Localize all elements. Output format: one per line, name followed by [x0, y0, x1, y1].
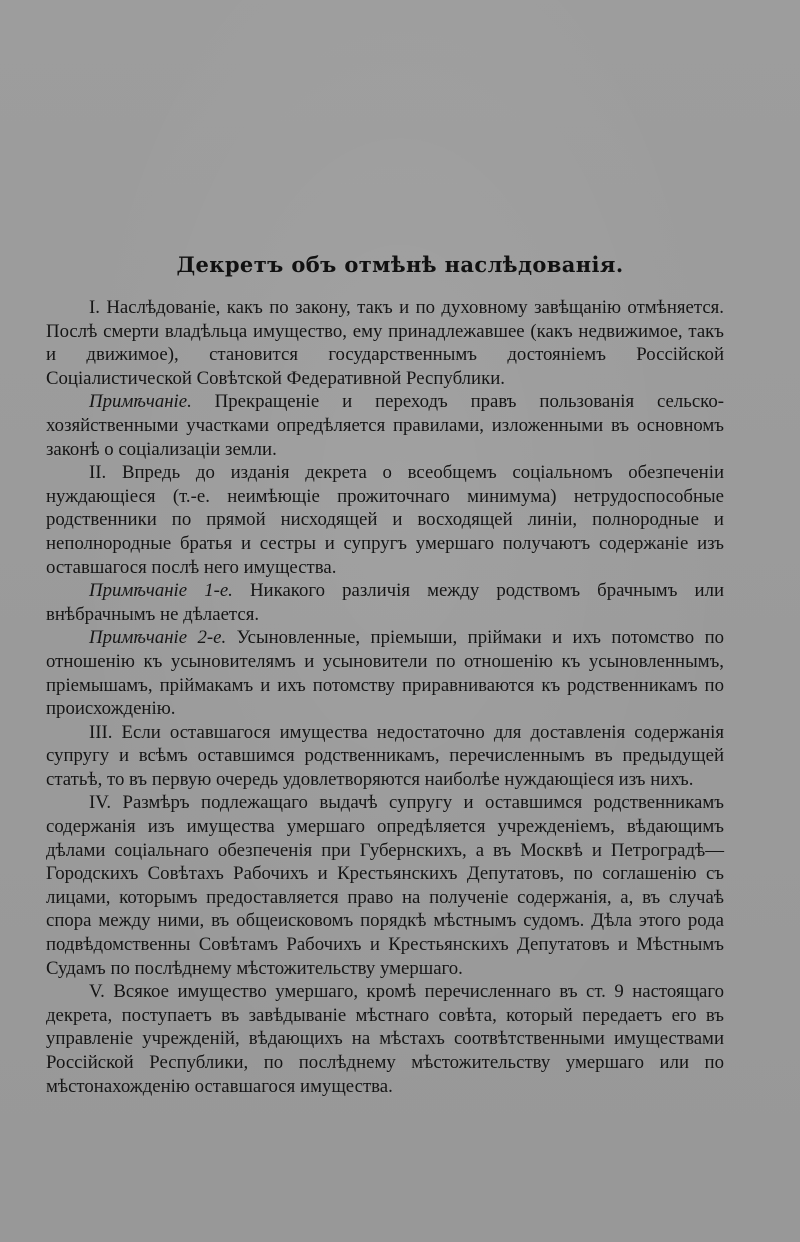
paragraph-article-4 — [46, 791, 724, 980]
paragraph-text: II. Впредь до изданія декрета о всеобщемъ соціальномъ обезпеченіи нуждающіеся (т.-е. неимѣющіе прожиточнаго минимума) нетрудоспособные родственники по прямой нисходящей и восходящей линіи, полнородные и неполнородные братья и сестры и супругъ умершаго получаютъ содержаніе изъ оставшагося послѣ него имущества. — [46, 462, 724, 578]
document-title: Декретъ объ отмѣнѣ наслѣдованія. — [176, 252, 624, 277]
paragraph-article-2 — [46, 461, 724, 579]
paragraph-text: V. Всякое имущество умершаго, кромѣ перечисленнаго въ ст. 9 настоящаго декрета, поступаетъ въ завѣдываніе мѣстнаго совѣта, который передаетъ его въ управленіе учрежденій, вѣдающихъ на мѣстахъ соотвѣтственными имуществами Россійской Республики, по послѣднему мѣстожительству умершаго или по мѣстонахожденію оставшагося имущества. — [46, 981, 724, 1097]
document-body — [46, 296, 724, 1098]
paragraph-text: I. Наслѣдованіе, какъ по закону, такъ и по духовному завѣщанію отмѣняется. Послѣ смерти владѣльца имущество, ему принадлежавшее (какъ недвижимое, такъ и движимое), становится государственнымъ достояніемъ Россійской Соціалистической Совѣтской Федеративной Республики. — [46, 297, 724, 389]
paragraph-article-1 — [46, 296, 724, 390]
paragraph-text: Никакого различія между родствомъ брачнымъ или внѣбрачнымъ не дѣлается. — [46, 580, 724, 625]
note-label: Примѣчаніе. — [89, 391, 192, 413]
paragraph-text: Усыновленные, пріемыши, пріймаки и ихъ потомство по отношенію къ усыновителямъ и усыновители по отношенію къ усыновленнымъ, пріемышамъ, пріймакамъ и ихъ потомству приравниваются къ родственникамъ по происхожденію. — [46, 627, 725, 720]
paragraph-text: IV. Размѣръ подлежащаго выдачѣ супругу и оставшимся родственникамъ содержанія изъ имущества умершаго опредѣляется учрежденіемъ, вѣдающимъ дѣлами соціальнаго обезпеченія при Губернскихъ, а въ Москвѣ и Петроградѣ—Городскихъ Совѣтахъ Рабочихъ и Крестьянскихъ Депутатовъ, по соглашенію съ лицами, которымъ предоставляется право на полученіе содержанія, а, въ случаѣ спора между ними, въ общеисковомъ порядкѣ мѣстнымъ судомъ. Дѣла этого рода подвѣдомственны Совѣтамъ Рабочихъ и Крестьянскихъ Депутатовъ и Мѣстнымъ Судамъ по послѣднему мѣстожительству умершаго. — [46, 792, 724, 979]
paragraph-text: III. Если оставшагося имущества недостаточно для доставленія содержанія супругу и всѣмъ оставшимся родственникамъ, перечисленнымъ въ предыдущей статьѣ, то въ первую очередь удовлетворяются наиболѣе нуждающіеся изъ нихъ. — [46, 721, 724, 790]
paragraph-note-1 — [46, 579, 724, 626]
paragraph-article-3 — [46, 721, 724, 792]
note-label: Примѣчаніе 1-е. — [89, 580, 233, 602]
paragraph-text: Прекращеніе и переходъ правъ пользованія сельскохозяйственными участками опредѣляется правилами, изложенными въ основномъ законѣ о соціализаціи земли. — [46, 391, 724, 460]
paragraph-note-2 — [46, 626, 724, 720]
paragraph-article-5 — [46, 980, 724, 1098]
paragraph-note — [46, 390, 724, 461]
note-label: Примѣчаніе 2-е. — [89, 627, 227, 649]
